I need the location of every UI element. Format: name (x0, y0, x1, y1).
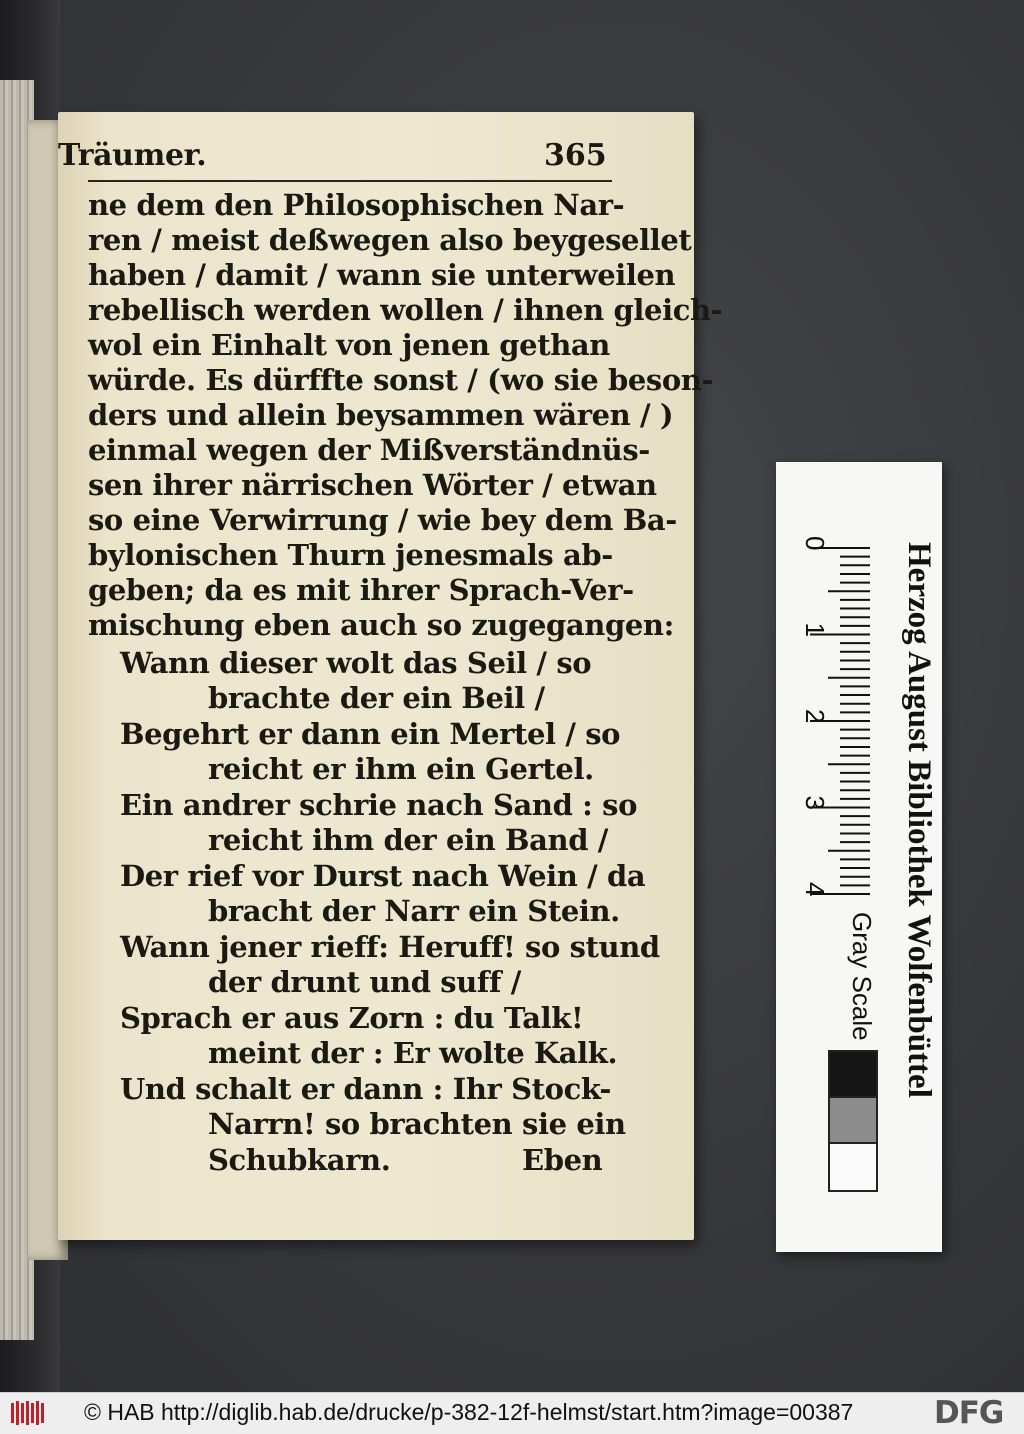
verse-line: Ein andrer schrie nach Sand : so (120, 788, 638, 822)
institution-name: Herzog August Bibliothek Wolfenbüttel (901, 542, 937, 1098)
gray-patch-light (828, 1142, 878, 1192)
footer-bar (0, 1392, 1024, 1434)
ruler-number: 4 (800, 882, 830, 897)
running-head: Träumer. (58, 138, 207, 173)
ruler-number: 2 (800, 709, 830, 724)
ruler-number: 3 (800, 795, 830, 810)
text-line: rebellisch werden wollen / ihnen gleich- (88, 293, 723, 327)
verse-line: brachte der ein Beil / (208, 681, 545, 715)
text-line: bylonischen Thurn jenesmals ab- (88, 538, 613, 572)
header-rule (88, 180, 612, 182)
verse-line: Sprach er aus Zorn : du Talk! (120, 1001, 584, 1035)
text-line: mischung eben auch so zugegangen: (88, 608, 674, 642)
text-line: einmal wegen der Mißverständnüs- (88, 433, 650, 467)
gray-patch-dark (828, 1050, 878, 1100)
verse-line: der drunt und suff / (208, 965, 521, 999)
gray-scale-label: Gray Scale (847, 912, 877, 1041)
ruler-number: 0 (800, 536, 830, 551)
verse-line: Und schalt er dann : Ihr Stock- (120, 1072, 611, 1106)
hab-logo-icon (10, 1399, 46, 1427)
gray-patch-mid (828, 1096, 878, 1146)
verse-line: bracht der Narr ein Stein. (208, 894, 620, 928)
ruler-number: 1 (800, 622, 830, 637)
verse-line: Wann dieser wolt das Seil / so (120, 646, 592, 680)
copyright-url: © HAB http://diglib.hab.de/drucke/p-382-12f-helmst/start.htm?image=00387 (84, 1399, 854, 1425)
verse-line: Der rief vor Durst nach Wein / da (120, 859, 646, 893)
dfg-logo: DFG (934, 1395, 1004, 1431)
text-line: geben; da es mit ihrer Sprach-Ver- (88, 573, 634, 607)
verse-line: Narrn! so brachten sie ein (208, 1107, 626, 1141)
text-line: so eine Verwirrung / wie bey dem Ba- (88, 503, 677, 537)
text-line: ders und allein beysammen wären / ) (88, 398, 674, 432)
text-line: würde. Es dürffte sonst / (wo sie beson- (88, 363, 714, 397)
verse-line: reicht ihm der ein Band / (208, 823, 608, 857)
text-line: ren / meist deßwegen also beygesellet (88, 223, 692, 257)
text-line: ne dem den Philosophischen Nar- (88, 188, 625, 222)
verse-line: Schubkarn. (208, 1143, 391, 1177)
text-line: sen ihrer närrischen Wörter / etwan (88, 468, 657, 502)
book-page (58, 112, 723, 1240)
page-number: 365 (544, 138, 607, 173)
verse-line: reicht er ihm ein Gertel. (208, 752, 594, 786)
text-line: wol ein Einhalt von jenen gethan (88, 328, 610, 362)
verse-line: Begehrt er dann ein Mertel / so (120, 717, 621, 751)
catchword: Eben (522, 1143, 603, 1177)
verse-line: meint der : Er wolte Kalk. (208, 1036, 618, 1070)
text-line: haben / damit / wann sie unterweilen (88, 258, 676, 292)
gray-scale-ruler (776, 462, 942, 1252)
verse-line: Wann jener rieff: Heruff! so stund (120, 930, 660, 964)
